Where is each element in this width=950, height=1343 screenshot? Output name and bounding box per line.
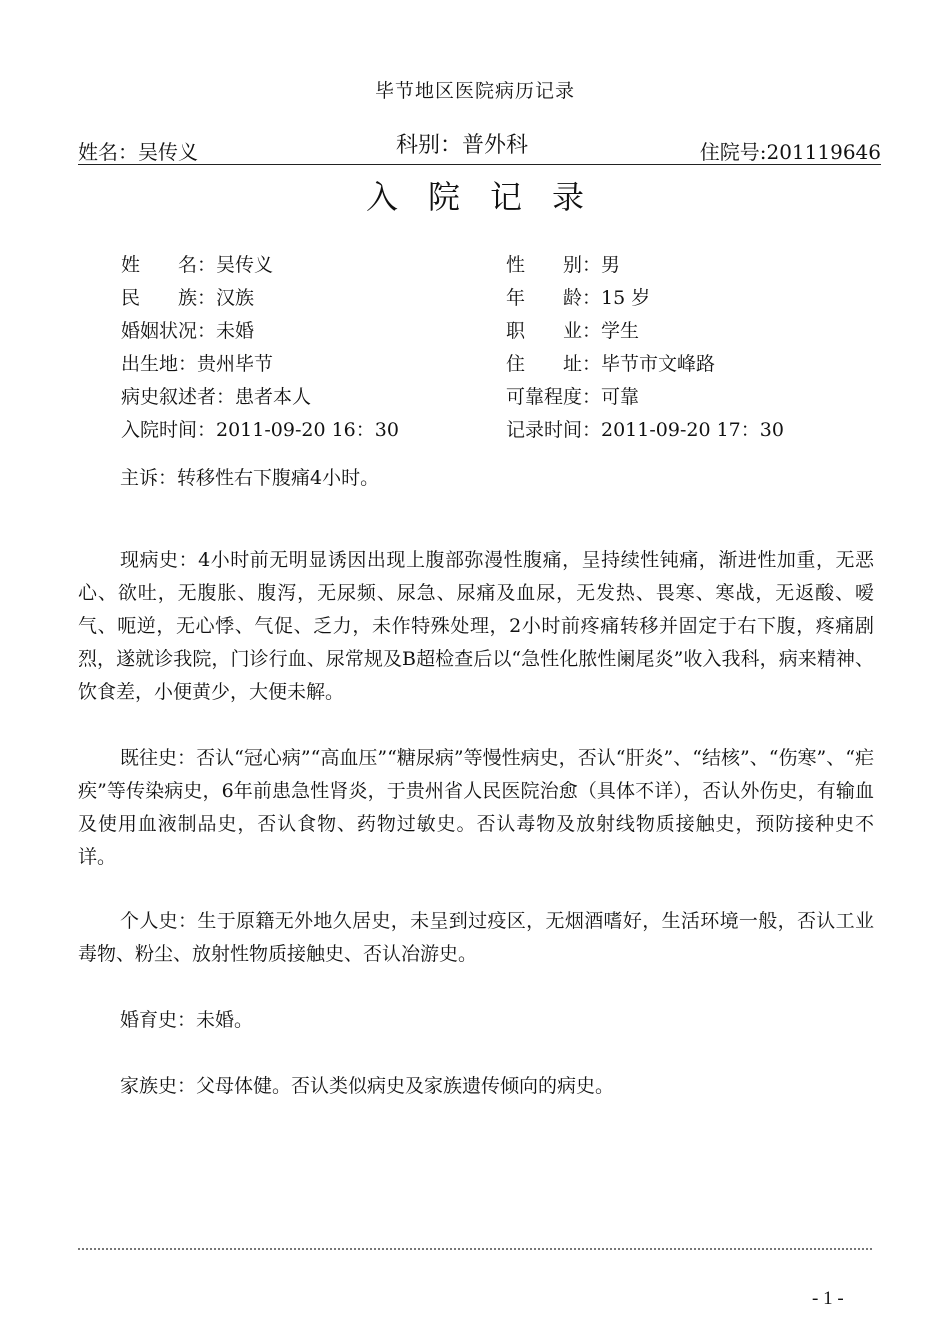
info-row: [121, 382, 881, 415]
info-row: [121, 250, 881, 283]
hospital-title: 毕节地区医院病历记录: [374, 80, 575, 102]
department-header: 科别：普外科: [396, 133, 529, 158]
present-illness: 现病史：4小时前无明显诱因出现上腹部弥漫性腹痛，呈持续性钝痛，渐进性加重，无恶心、欲吐，无腹胀、腹泻，无尿频、尿急、尿痛及血尿，无发热、畏寒、寒战，无返酸、嗳气、呃逆，无心悸、气促、乏力，未作特殊处理，2小时前疼痛转移并固定于右下腹，疼痛剧烈，遂就诊我院，门诊行血、尿常规及B超检查后以“急性化脓性阑尾炎”收入我科，病来精神、饮食差，小便黄少，大便未解。: [78, 549, 874, 703]
info-row: [121, 283, 881, 316]
info-gender: 性 别：男: [506, 254, 621, 276]
info-row: [121, 316, 881, 349]
info-birthplace: 出生地：贵州毕节: [121, 353, 274, 375]
patient-info-grid: [121, 250, 881, 448]
record-header: [78, 128, 881, 165]
info-row: [121, 415, 881, 448]
info-name: 姓 名：吴传义: [121, 254, 274, 276]
info-occupation: 职 业：学生: [506, 320, 640, 342]
info-row: [121, 349, 881, 382]
page-number: - 1 -: [812, 1288, 844, 1309]
info-history-narrator: 病史叙述者：患者本人: [121, 386, 312, 408]
footer-divider: [78, 1248, 872, 1250]
info-reliability: 可靠程度：可靠: [506, 386, 640, 408]
personal-history: 个人史：生于原籍无外地久居史，未呈到过疫区，无烟酒嗜好，生活环境一般，否认工业毒物、粉尘、放射性物质接触史、否认冶游史。: [78, 910, 874, 965]
family-history: 家族史：父母体健。否认类似病史及家族遗传倾向的病史。: [120, 1075, 615, 1097]
info-admission-time: 入院时间：2011-09-20 16：30: [121, 419, 399, 441]
patient-name-header: 姓名：吴传义: [78, 140, 198, 164]
marital-history: 婚育史：未婚。: [120, 1009, 254, 1031]
info-address: 住 址：毕节市文峰路: [506, 353, 716, 375]
info-marital-status: 婚姻状况：未婚: [121, 320, 255, 342]
info-ethnicity: 民 族：汉族: [121, 287, 255, 309]
record-title: 入院记录: [365, 178, 614, 216]
info-record-time: 记录时间：2011-09-20 17：30: [506, 419, 784, 441]
chief-complaint: 主诉：转移性右下腹痛4小时。: [120, 467, 380, 489]
past-history: 既往史：否认“冠心病”“高血压”“糖尿病”等慢性病史，否认“肝炎”、“结核”、“伤寒”、“疟疾”等传染病史，6年前患急性肾炎，于贵州省人民医院治愈（具体不详），否认外伤史，有输血及使用血液制品史，否认食物、药物过敏史。否认毒物及放射线物质接触史，预防接种史不详。: [78, 747, 874, 868]
info-age: 年 龄：15 岁: [506, 287, 651, 309]
admission-number-header: 住院号:201119646: [699, 140, 881, 164]
